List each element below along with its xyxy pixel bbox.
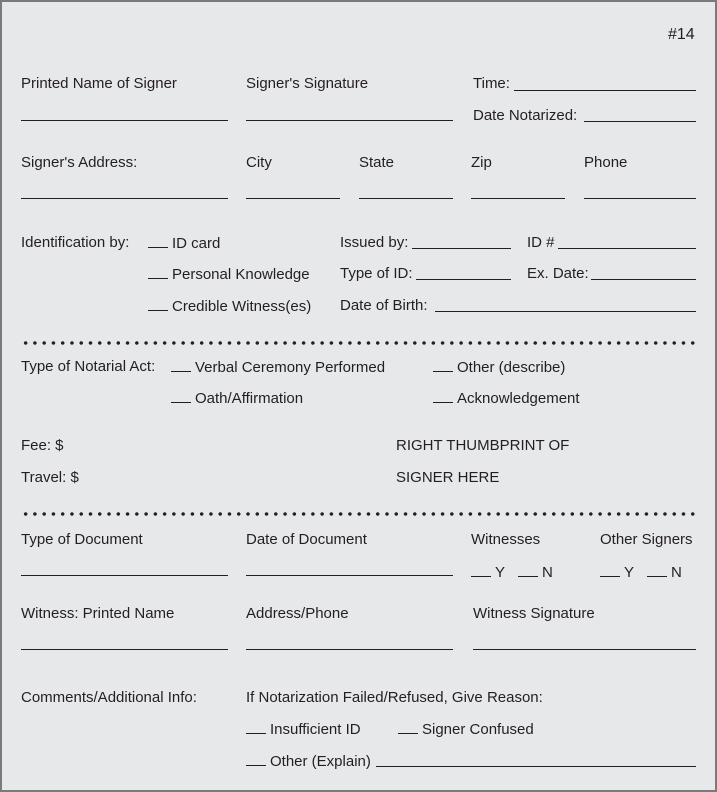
time-label: Time: xyxy=(473,75,510,92)
state-line[interactable] xyxy=(359,198,453,199)
id-card-option[interactable]: ID card xyxy=(148,234,220,252)
form-number: #14 xyxy=(668,26,695,43)
type-of-id-line[interactable] xyxy=(416,279,511,280)
other-explain-option[interactable]: Other (Explain) xyxy=(246,752,371,770)
witness-address-line[interactable] xyxy=(246,649,453,650)
other-explain-line[interactable] xyxy=(376,766,696,767)
issued-by-line[interactable] xyxy=(412,248,511,249)
thumbprint-line2: SIGNER HERE xyxy=(396,469,500,486)
failed-reason-label: If Notarization Failed/Refused, Give Reason: xyxy=(246,689,543,706)
witness-signature-label: Witness Signature xyxy=(473,605,595,622)
credible-witness-option[interactable]: Credible Witness(es) xyxy=(148,297,311,315)
address-line[interactable] xyxy=(21,198,228,199)
fee-label: Fee: $ xyxy=(21,437,64,454)
witnesses-yes-option[interactable]: Y xyxy=(471,563,505,581)
acknowledgement-option[interactable]: Acknowledgement xyxy=(433,389,580,407)
date-notarized-line[interactable] xyxy=(584,121,696,122)
witness-name-line[interactable] xyxy=(21,649,228,650)
insufficient-id-option[interactable]: Insufficient ID xyxy=(246,720,361,738)
id-number-line[interactable] xyxy=(558,248,696,249)
document-date-label: Date of Document xyxy=(246,531,367,548)
phone-label: Phone xyxy=(584,154,628,171)
witness-name-label: Witness: Printed Name xyxy=(21,605,175,622)
other-signers-label: Other Signers xyxy=(600,531,693,548)
witnesses-no-option[interactable]: N xyxy=(518,563,553,581)
phone-line[interactable] xyxy=(584,198,696,199)
type-of-id-label: Type of ID: xyxy=(340,265,413,282)
printed-name-line[interactable] xyxy=(21,120,228,121)
dotted-separator xyxy=(21,341,698,345)
time-line[interactable] xyxy=(514,90,696,91)
ex-date-label: Ex. Date: xyxy=(527,265,589,282)
thumbprint-line1: RIGHT THUMBPRINT OF xyxy=(396,437,570,454)
document-date-line[interactable] xyxy=(246,575,453,576)
printed-name-label: Printed Name of Signer xyxy=(21,75,177,92)
ex-date-line[interactable] xyxy=(591,279,696,280)
dob-line[interactable] xyxy=(435,311,696,312)
notarial-act-label: Type of Notarial Act: xyxy=(21,358,156,375)
witnesses-label: Witnesses xyxy=(471,531,541,548)
issued-by-label: Issued by: xyxy=(340,234,409,251)
travel-label: Travel: $ xyxy=(21,469,79,486)
witness-address-label: Address/Phone xyxy=(246,605,349,622)
id-number-label: ID # xyxy=(527,234,555,251)
document-type-line[interactable] xyxy=(21,575,228,576)
signature-line[interactable] xyxy=(246,120,453,121)
state-label: State xyxy=(359,154,395,171)
city-label: City xyxy=(246,154,272,171)
oath-option[interactable]: Oath/Affirmation xyxy=(171,389,303,407)
signer-confused-option[interactable]: Signer Confused xyxy=(398,720,534,738)
comments-label: Comments/Additional Info: xyxy=(21,689,197,706)
dob-label: Date of Birth: xyxy=(340,297,428,314)
witness-signature-line[interactable] xyxy=(473,649,696,650)
document-type-label: Type of Document xyxy=(21,531,143,548)
dotted-separator xyxy=(21,512,698,516)
personal-knowledge-option[interactable]: Personal Knowledge xyxy=(148,265,310,283)
zip-label: Zip xyxy=(471,154,492,171)
other-signers-yes-option[interactable]: Y xyxy=(600,563,634,581)
verbal-ceremony-option[interactable]: Verbal Ceremony Performed xyxy=(171,358,385,376)
other-act-option[interactable]: Other (describe) xyxy=(433,358,565,376)
signature-label: Signer's Signature xyxy=(246,75,369,92)
address-label: Signer's Address: xyxy=(21,154,138,171)
identification-label: Identification by: xyxy=(21,234,130,251)
city-line[interactable] xyxy=(246,198,340,199)
date-notarized-label: Date Notarized: xyxy=(473,107,578,124)
zip-line[interactable] xyxy=(471,198,565,199)
other-signers-no-option[interactable]: N xyxy=(647,563,682,581)
